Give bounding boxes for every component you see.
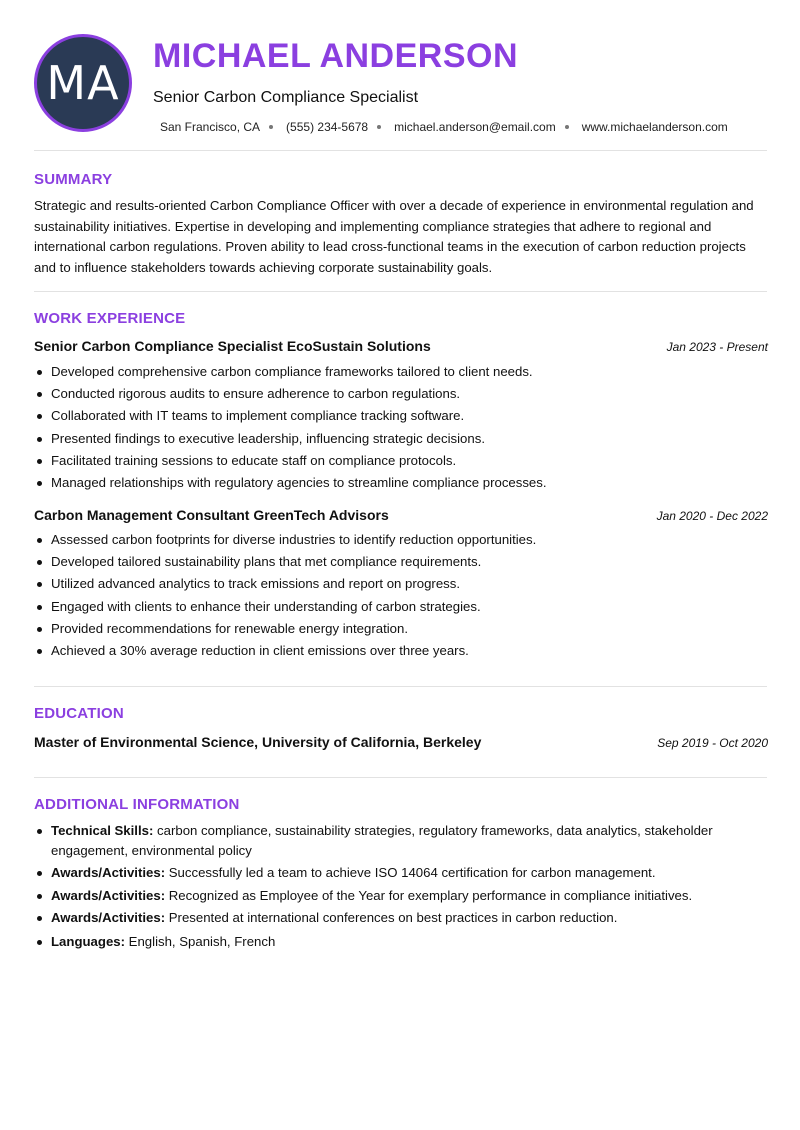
list-item: Achieved a 30% average reduction in client emissions over three years.	[34, 640, 770, 662]
list-item: Collaborated with IT teams to implement compliance tracking software.	[34, 405, 770, 427]
divider	[34, 777, 767, 778]
contact-website[interactable]: www.michaelanderson.com	[581, 120, 728, 134]
divider	[34, 291, 767, 292]
item-label: Awards/Activities:	[51, 887, 166, 903]
contact-email[interactable]: michael.anderson@email.com	[394, 120, 556, 134]
job-dates: Jan 2020 - Dec 2022	[656, 509, 768, 523]
item-label: Awards/Activities:	[51, 865, 166, 880]
job-header	[34, 507, 768, 523]
contact-location: San Francisco, CA	[160, 120, 261, 134]
list-item: Conducted rigorous audits to ensure adherence to carbon regulations.	[34, 383, 770, 405]
education-entry	[34, 734, 768, 750]
list-item	[34, 932, 770, 952]
item-text: English, Spanish, French	[125, 933, 276, 949]
job-role: Carbon Management Consultant GreenTech Advisors	[34, 507, 389, 523]
item-label: Technical Skills:	[51, 823, 154, 838]
item-text: Presented at international conferences on best practices in carbon reduction.	[165, 910, 618, 925]
list-item	[34, 886, 770, 906]
separator-dot	[377, 125, 381, 129]
separator-dot	[565, 125, 569, 129]
list-item: Assessed carbon footprints for diverse industries to identify reduction opportunities.	[34, 529, 770, 551]
list-item: Developed comprehensive carbon compliance frameworks tailored to client needs.	[34, 361, 770, 383]
divider	[34, 150, 767, 151]
item-text: carbon compliance, sustainability strategies, regulatory frameworks, data analytics, stakeholder engagement, environmental policy	[51, 823, 713, 858]
item-text: Recognized as Employee of the Year for exemplary performance in compliance initiatives.	[165, 887, 693, 903]
education-heading: EDUCATION	[34, 705, 124, 722]
list-item: Provided recommendations for renewable energy integration.	[34, 618, 770, 640]
degree: Master of Environmental Science, University of California, Berkeley	[34, 734, 482, 750]
list-item	[34, 821, 770, 860]
list-item	[34, 908, 770, 928]
contact-bar	[160, 120, 728, 134]
separator-dot	[269, 125, 273, 129]
list-item: Facilitated training sessions to educate staff on compliance protocols.	[34, 450, 770, 472]
additional-heading: ADDITIONAL INFORMATION	[34, 796, 240, 813]
list-item	[34, 863, 770, 883]
job-bullets	[34, 529, 770, 662]
contact-phone[interactable]: (555) 234-5678	[286, 120, 369, 134]
list-item: Engaged with clients to enhance their understanding of carbon strategies.	[34, 596, 770, 618]
candidate-title: Senior Carbon Compliance Specialist	[153, 89, 419, 106]
item-label: Languages:	[51, 933, 126, 949]
summary-text: Strategic and results-oriented Carbon Compliance Officer with over a decade of experience in environmental regulation and sustainability initiatives. Expertise in developing and implementing compliance strategies that adhere to regional and international carbon regulations. Proven ability to lead cross-functional teams in the execution of carbon reduction projects and to influence stakeholders towards achieving corporate sustainability goals.	[34, 198, 754, 275]
job-bullets	[34, 361, 770, 494]
item-label: Awards/Activities:	[51, 910, 166, 925]
job-dates: Jan 2023 - Present	[666, 340, 768, 354]
experience-heading: WORK EXPERIENCE	[34, 310, 186, 327]
avatar-initials: MA	[46, 56, 120, 110]
job-role: Senior Carbon Compliance Specialist EcoSustain Solutions	[34, 338, 431, 354]
list-item: Presented findings to executive leadership, influencing strategic decisions.	[34, 428, 770, 450]
list-item: Utilized advanced analytics to track emissions and report on progress.	[34, 573, 770, 595]
education-dates: Sep 2019 - Oct 2020	[657, 736, 768, 750]
divider	[34, 686, 767, 687]
list-item: Developed tailored sustainability plans that met compliance requirements.	[34, 551, 770, 573]
list-item: Managed relationships with regulatory agencies to streamline compliance processes.	[34, 472, 770, 494]
additional-list	[34, 821, 770, 954]
job-header	[34, 338, 768, 354]
candidate-name: MICHAEL ANDERSON	[153, 37, 519, 75]
summary-heading: SUMMARY	[34, 171, 113, 188]
avatar	[34, 34, 132, 132]
item-text: Successfully led a team to achieve ISO 14064 certification for carbon management.	[165, 865, 656, 880]
